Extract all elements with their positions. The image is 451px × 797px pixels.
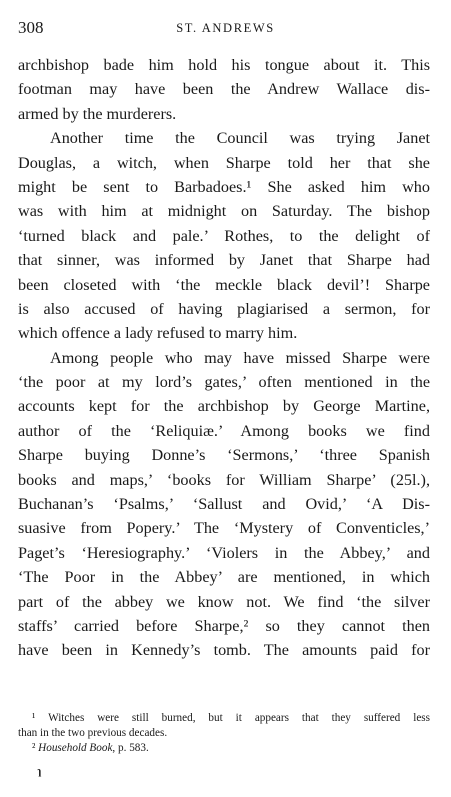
text-line: part of the abbey we know not. We find ‘the silver	[18, 592, 430, 611]
footnote-2	[18, 741, 430, 756]
text-line: Buchanan’s ‘Psalms,’ ‘Sallust and Ovid,’ ‘A Dis-	[18, 495, 430, 514]
text-line: Sharpe buying Donne’s ‘Sermons,’ ‘three Spanish	[18, 446, 430, 465]
text-line: might be sent to Barbadoes.¹ She asked him who	[18, 177, 430, 196]
text-line: ‘the poor at my lord’s gates,’ often mentioned in the	[18, 373, 430, 392]
body-text	[18, 53, 430, 663]
footnote-1-line-1: ¹ Witches were still burned, but it appears that they suffered less	[32, 712, 430, 724]
text-line: is also accused of having plagiarised a sermon, for	[18, 299, 430, 318]
text-line: Paget’s ‘Heresiography.’ ‘Violers in the Abbey,’ and	[18, 543, 430, 562]
text-line: was with him at midnight on Saturday. The bishop	[18, 202, 430, 221]
signature-mark: ɿ	[37, 765, 42, 777]
text-line: Among people who may have missed Sharpe were	[50, 348, 430, 367]
page-number: 308	[18, 18, 44, 37]
text-line: ‘The Poor in the Abbey’ are mentioned, in which	[18, 568, 430, 587]
text-line: accounts kept for the archbishop by George Martine,	[18, 397, 430, 416]
footnotes	[18, 711, 430, 756]
text-line: staffs’ carried before Sharpe,² so they cannot then	[18, 616, 430, 635]
text-line: Another time the Council was trying Janet	[50, 129, 430, 148]
text-line: Douglas, a witch, when Sharpe told her that she	[18, 153, 430, 172]
text-line: which offence a lady refused to marry him.	[18, 324, 298, 343]
text-line: suasive from Popery.’ The ‘Mystery of Conventicles,’	[18, 519, 430, 538]
footnote-2-title: Household Book	[38, 742, 113, 754]
text-line: that sinner, was informed by Janet that Sharpe had	[18, 251, 430, 270]
text-line: footman may have been the Andrew Wallace dis-	[18, 80, 430, 99]
text-line: have been in Kennedy’s tomb. The amounts paid for	[18, 641, 430, 660]
footnote-2-rest: , p. 583.	[112, 742, 149, 754]
footnote-2-marker: ²	[32, 742, 39, 754]
running-head: ST. ANDREWS	[176, 21, 275, 35]
text-line: armed by the murderers.	[18, 104, 177, 123]
text-line: author of the ‘Reliquiæ.’ Among books we find	[18, 421, 430, 440]
text-line: ‘turned black and pale.’ Rothes, to the delight of	[18, 226, 430, 245]
page-header	[18, 18, 433, 38]
text-line: books and maps,’ ‘books for William Sharpe’ (25l.),	[18, 470, 430, 489]
text-line: archbishop bade him hold his tongue about it. This	[18, 56, 430, 74]
text-line: been closeted with ‘the meckle black devil’! Sharpe	[18, 275, 430, 294]
footnote-1-line-2: than in the two previous decades.	[18, 727, 168, 739]
